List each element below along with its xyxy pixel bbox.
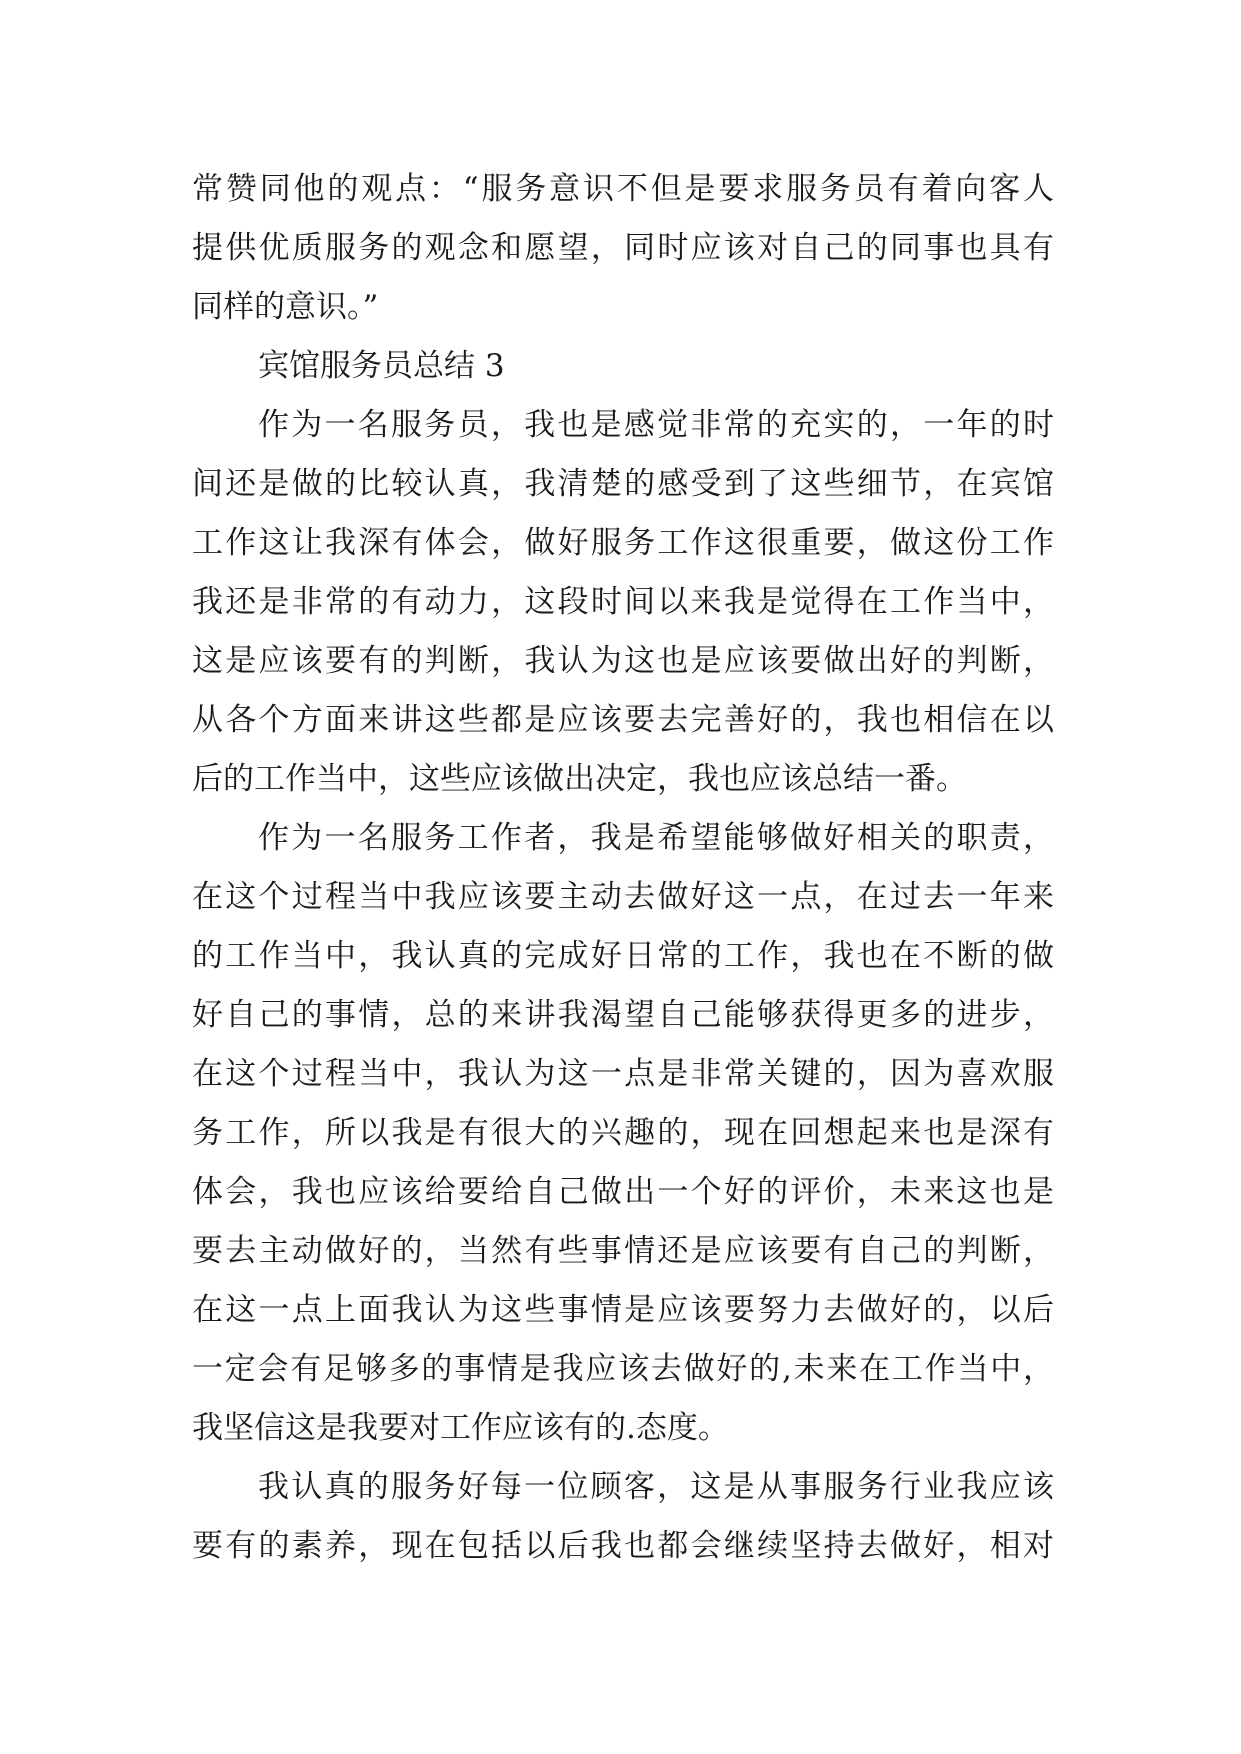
text-line: 的工作当中，我认真的完成好日常的工作，我也在不断的做 — [192, 938, 1054, 974]
text-line: 间还是做的比较认真，我清楚的感受到了这些细节，在宾馆 — [192, 466, 1054, 502]
text-line: 我认真的服务好每一位顾客，这是从事服务行业我应该 — [258, 1469, 1054, 1505]
text-line: 同样的意识。” — [192, 289, 379, 325]
text-line: 我坚信这是我要对工作应该有的.态度。 — [192, 1410, 729, 1446]
paragraph — [192, 1458, 1054, 1576]
text-line: 好自己的事情，总的来讲我渴望自己能够获得更多的进步， — [192, 997, 1054, 1033]
text-line: 要有的素养，现在包括以后我也都会继续坚持去做好，相对 — [192, 1528, 1054, 1564]
text-line: 提供优质服务的观念和愿望，同时应该对自己的同事也具有 — [192, 230, 1054, 266]
text-line: 作为一名服务员，我也是感觉非常的充实的，一年的时 — [258, 407, 1054, 443]
text-line: 工作这让我深有体会，做好服务工作这很重要，做这份工作 — [192, 525, 1054, 561]
text-line: 常赞同他的观点：“服务意识不但是要求服务员有着向客人 — [192, 171, 1054, 207]
text-line: 要去主动做好的，当然有些事情还是应该要有自己的判断， — [192, 1233, 1054, 1269]
text-line: 我还是非常的有动力，这段时间以来我是觉得在工作当中， — [192, 584, 1054, 620]
paragraph — [192, 809, 1054, 1458]
paragraph — [192, 396, 1054, 809]
paragraph — [192, 160, 1054, 337]
text-line: 体会，我也应该给要给自己做出一个好的评价，未来这也是 — [192, 1174, 1054, 1210]
section-heading: 宾馆服务员总结 3 — [258, 348, 505, 384]
text-line: 一定会有足够多的事情是我应该去做好的,未来在工作当中， — [192, 1351, 1054, 1387]
text-line: 作为一名服务工作者，我是希望能够做好相关的职责， — [258, 820, 1054, 856]
text-line: 后的工作当中，这些应该做出决定，我也应该总结一番。 — [192, 761, 967, 797]
text-line: 在这一点上面我认为这些事情是应该要努力去做好的，以后 — [192, 1292, 1054, 1328]
document-body — [192, 160, 1054, 1576]
text-line: 在这个过程当中我应该要主动去做好这一点，在过去一年来 — [192, 879, 1054, 915]
text-line: 这是应该要有的判断，我认为这也是应该要做出好的判断， — [192, 643, 1054, 679]
text-line: 从各个方面来讲这些都是应该要去完善好的，我也相信在以 — [192, 702, 1054, 738]
text-line: 在这个过程当中，我认为这一点是非常关键的，因为喜欢服 — [192, 1056, 1054, 1092]
text-line: 务工作，所以我是有很大的兴趣的，现在回想起来也是深有 — [192, 1115, 1054, 1151]
